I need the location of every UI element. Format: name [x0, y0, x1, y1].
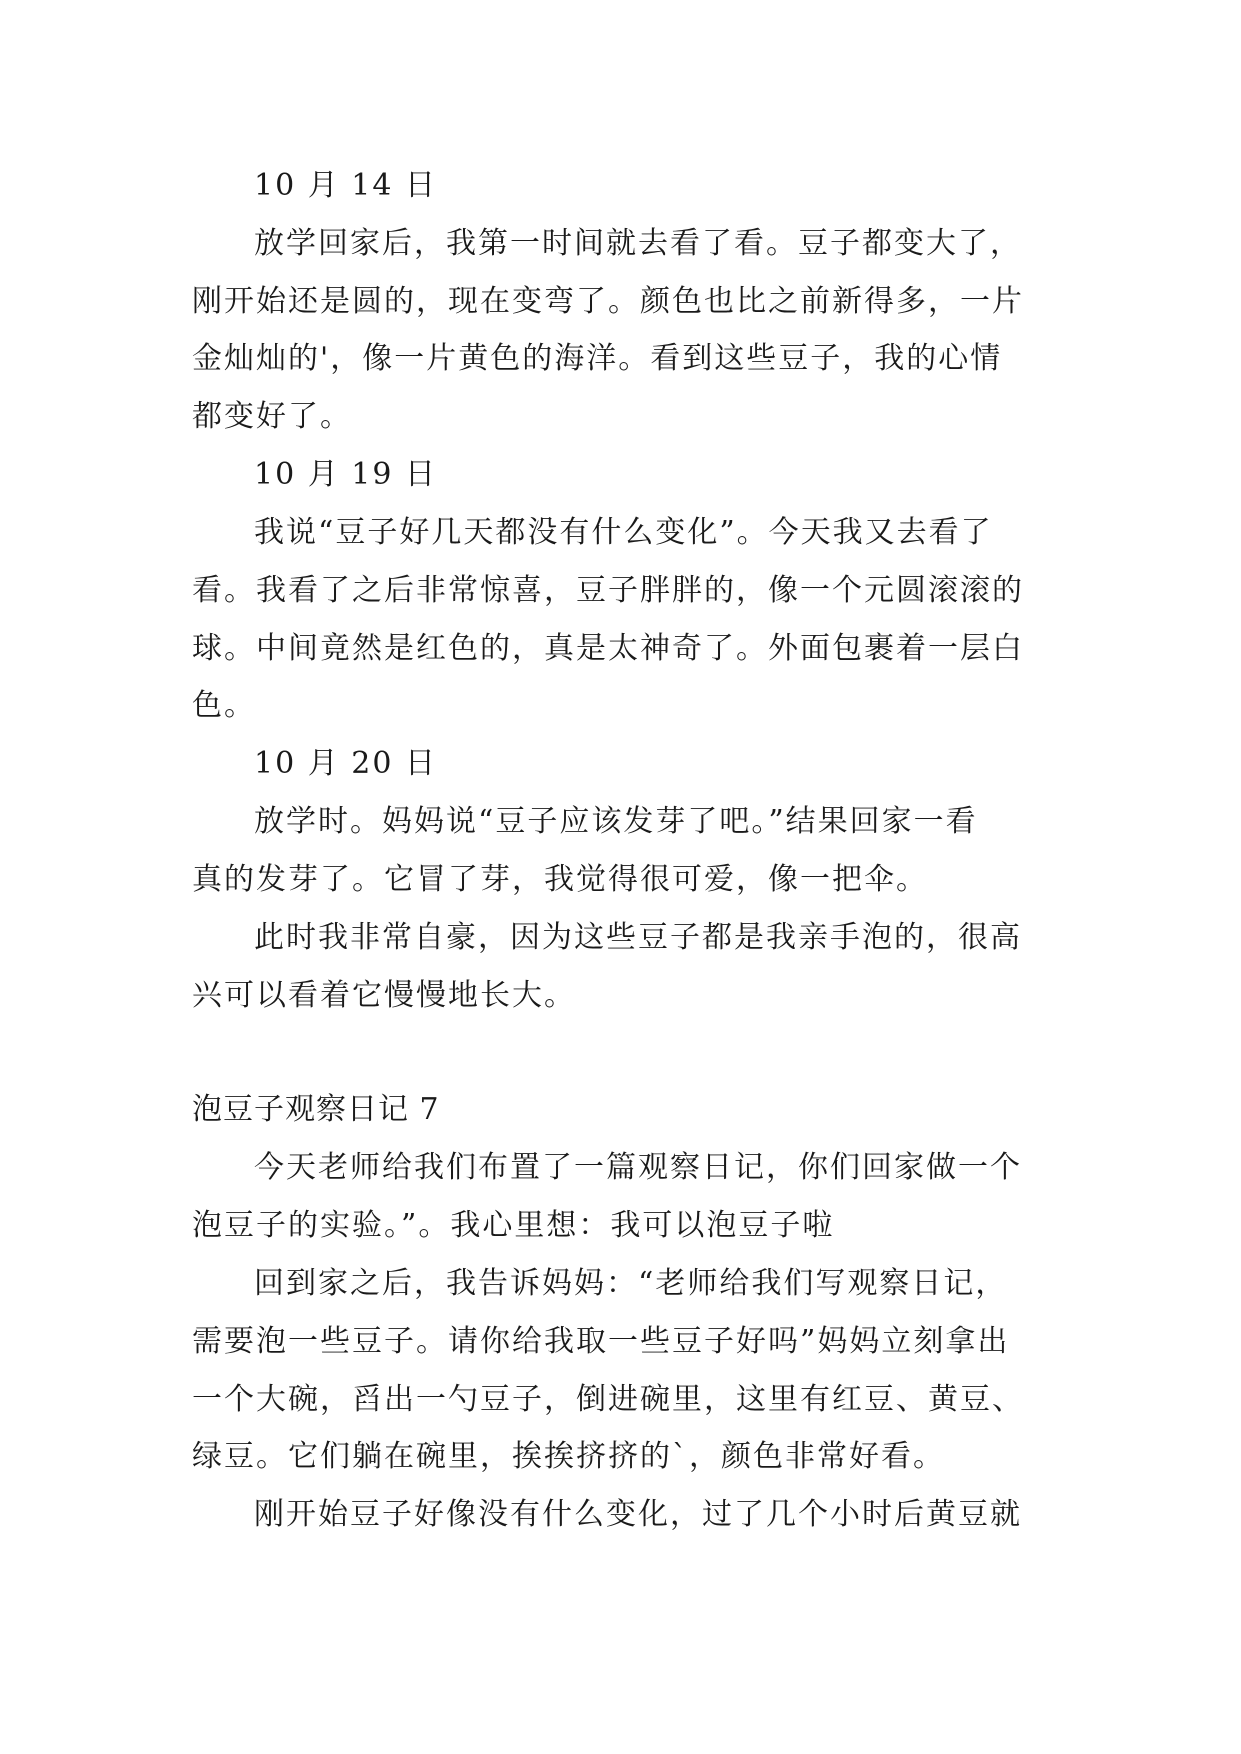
date-heading: 10 月 14 日 [254, 168, 437, 203]
paragraph-line: 刚开始豆子好像没有什么变化，过了几个小时后黄豆就 [254, 1497, 1022, 1532]
paragraph-line: 球。中间竟然是红色的，真是太神奇了。外面包裹着一层白 [192, 631, 1024, 666]
paragraph-line: 绿豆。它们躺在碗里，挨挨挤挤的`，颜色非常好看。 [192, 1439, 945, 1474]
paragraph-line: 刚开始还是圆的，现在变弯了。颜色也比之前新得多，一片 [192, 284, 1024, 319]
paragraph-line: 金灿灿的'，像一片黄色的海洋。看到这些豆子，我的心情 [192, 341, 1003, 376]
section-title: 泡豆子观察日记 7 [192, 1092, 440, 1127]
paragraph-line: 我说“豆子好几天都没有什么变化”。今天我又去看了 [254, 515, 993, 550]
paragraph-line: 看。我看了之后非常惊喜，豆子胖胖的，像一个元圆滚滚的 [192, 573, 1024, 608]
paragraph-line: 都变好了。 [192, 399, 352, 434]
paragraph-line: 泡豆子的实验。”。我心里想：我可以泡豆子啦 [192, 1208, 835, 1243]
paragraph-line: 一个大碗，舀出一勺豆子，倒进碗里，这里有红豆、黄豆、 [192, 1382, 1024, 1417]
paragraph-line: 兴可以看着它慢慢地长大。 [192, 978, 576, 1013]
paragraph-line: 需要泡一些豆子。请你给我取一些豆子好吗”妈妈立刻拿出 [192, 1324, 1010, 1359]
date-heading: 10 月 20 日 [254, 746, 437, 781]
paragraph-line: 放学回家后，我第一时间就去看了看。豆子都变大了， [254, 226, 1022, 261]
paragraph-line: 真的发芽了。它冒了芽，我觉得很可爱，像一把伞。 [192, 862, 928, 897]
paragraph-line: 今天老师给我们布置了一篇观察日记，你们回家做一个 [254, 1150, 1022, 1185]
paragraph-line: 回到家之后，我告诉妈妈：“老师给我们写观察日记， [254, 1266, 1008, 1301]
paragraph-line: 色。 [192, 688, 256, 723]
paragraph-line: 放学时。妈妈说“豆子应该发芽了吧。”结果回家一看 [254, 804, 978, 839]
paragraph-line: 此时我非常自豪，因为这些豆子都是我亲手泡的，很高 [254, 920, 1022, 955]
date-heading: 10 月 19 日 [254, 457, 437, 492]
